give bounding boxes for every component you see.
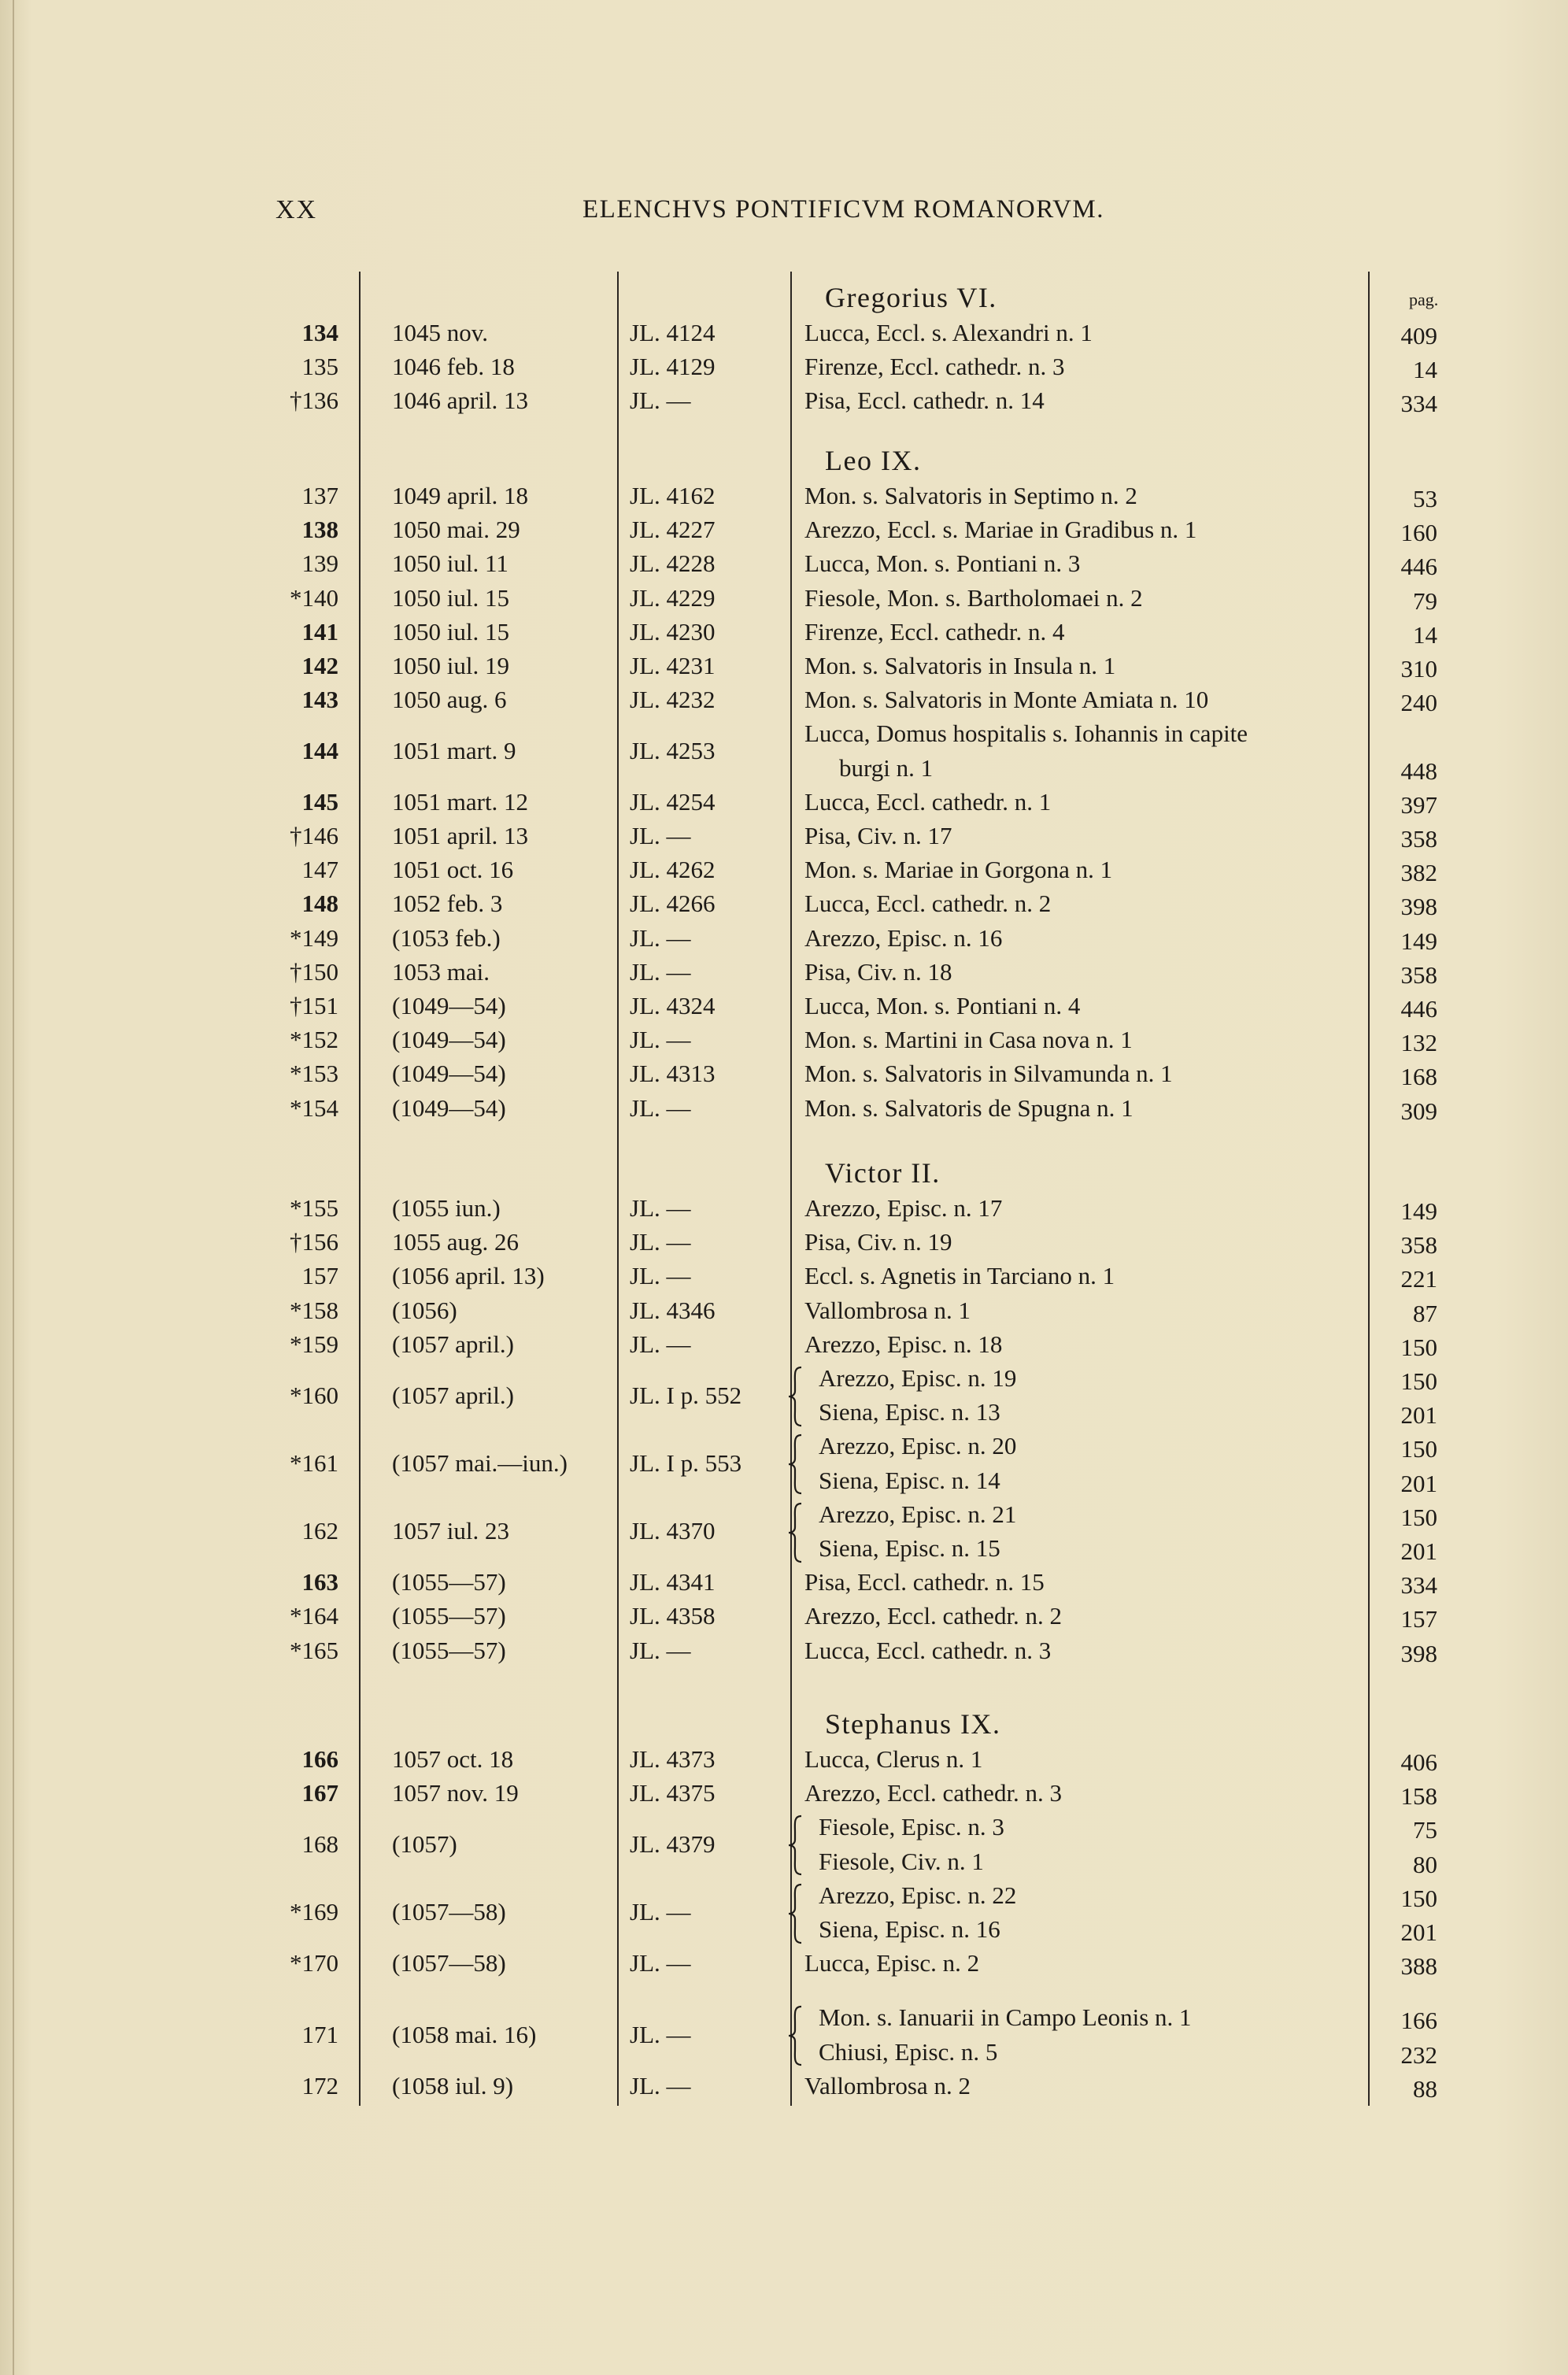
jaffe-reference: JL. — (630, 387, 691, 415)
entry-number: *164 (290, 1602, 338, 1630)
table-row (0, 385, 1568, 419)
jaffe-reference: JL. 4341 (630, 1568, 716, 1596)
brace-glyph (787, 1502, 803, 1563)
entry-number: *152 (290, 1026, 338, 1054)
table-row (0, 1948, 1568, 1981)
jaffe-reference: JL. 4129 (630, 353, 716, 381)
entry-number: *158 (290, 1296, 338, 1324)
page-reference: 149 (1400, 1197, 1437, 1225)
entry-date: (1055—57) (392, 1636, 506, 1664)
table-row (0, 1295, 1568, 1329)
entry-date: 1051 april. 13 (392, 822, 529, 849)
entry-number: *153 (290, 1060, 338, 1088)
page-reference: 398 (1400, 1639, 1437, 1667)
place-entry: Arezzo, Episc. n. 21 (819, 1500, 1017, 1528)
jaffe-reference: JL. 4227 (630, 516, 716, 544)
page-reference: 334 (1400, 390, 1437, 418)
entry-number: †156 (290, 1228, 338, 1256)
page-reference: 232 (1400, 2040, 1437, 2069)
entry-date: 1050 mai. 29 (392, 516, 520, 544)
entry-number: *155 (290, 1194, 338, 1222)
table-row (0, 888, 1568, 922)
table-row (0, 583, 1568, 616)
place-entry: Fiesole, Civ. n. 1 (819, 1847, 984, 1875)
page-reference: 446 (1400, 553, 1437, 581)
table-row (0, 923, 1568, 956)
place-entry: Arezzo, Eccl. cathedr. n. 2 (804, 1602, 1063, 1630)
entry-date: (1057 mai.—iun.) (392, 1448, 568, 1477)
entry-date: 1057 nov. 19 (392, 1779, 519, 1807)
place-entry: Arezzo, Episc. n. 16 (804, 923, 1003, 952)
place-entry: Lucca, Mon. s. Pontiani n. 4 (804, 992, 1081, 1019)
page-reference: 406 (1400, 1748, 1437, 1776)
table-row (0, 616, 1568, 650)
table-row (0, 990, 1568, 1024)
place-entry: Fiesole, Mon. s. Bartholomaei n. 2 (804, 583, 1143, 612)
jaffe-reference: JL. 4375 (630, 1779, 716, 1807)
entry-number: *169 (290, 1898, 338, 1926)
entry-number: 147 (301, 856, 338, 884)
table-row (0, 854, 1568, 888)
jaffe-reference: JL. — (630, 1228, 691, 1256)
entry-number: 148 (301, 890, 338, 918)
table-row (0, 2070, 1568, 2104)
table-row (0, 718, 1568, 786)
page-reference: 157 (1400, 1605, 1437, 1633)
place-entry: Mon. s. Salvatoris in Silvamunda n. 1 (804, 1060, 1173, 1088)
jaffe-reference: JL. — (630, 1636, 691, 1664)
place-entry: Siena, Episc. n. 15 (819, 1533, 1000, 1562)
place-entry: Mon. s. Mariae in Gorgona n. 1 (804, 856, 1113, 884)
page-reference: 87 (1413, 1299, 1437, 1327)
entry-date: (1056 april. 13) (392, 1262, 545, 1290)
entry-number: 167 (301, 1779, 338, 1807)
place-entry: Lucca, Mon. s. Pontiani n. 3 (804, 549, 1081, 578)
entry-date: (1057—58) (392, 1898, 506, 1926)
entry-date: 1052 feb. 3 (392, 890, 503, 918)
entry-number: 134 (301, 319, 338, 346)
place-entry: Fiesole, Episc. n. 3 (819, 1813, 1004, 1841)
entry-number: 163 (301, 1568, 338, 1596)
entry-number: 172 (301, 2071, 338, 2099)
page-reference: 409 (1400, 322, 1437, 350)
place-entry: Mon. s. Salvatoris in Monte Amiata n. 10 (804, 686, 1209, 714)
table-row (0, 956, 1568, 990)
page-reference: 358 (1400, 1231, 1437, 1260)
page-reference: 201 (1400, 1469, 1437, 1497)
entry-number: †150 (290, 957, 338, 986)
table-row (0, 351, 1568, 385)
place-entry: Lucca, Episc. n. 2 (804, 1949, 980, 1977)
entry-date: 1049 april. 18 (392, 482, 529, 509)
entry-date: (1053 feb.) (392, 923, 501, 952)
table-row (0, 548, 1568, 582)
table-row (0, 480, 1568, 514)
page-reference: 150 (1400, 1884, 1437, 1912)
page-reference: 398 (1400, 893, 1437, 921)
entry-number: *161 (290, 1448, 338, 1477)
page-number: XX (276, 195, 318, 224)
page-reference: 75 (1413, 1816, 1437, 1844)
jaffe-reference: JL. — (630, 1194, 691, 1222)
page-reference: 88 (1413, 2074, 1437, 2103)
entry-number: †146 (290, 822, 338, 849)
entry-number: 145 (301, 787, 338, 816)
table-row (0, 820, 1568, 854)
jaffe-reference: JL. 4346 (630, 1296, 716, 1324)
page-reference: 158 (1400, 1782, 1437, 1811)
entry-date: (1057 april.) (392, 1330, 514, 1358)
table-row (0, 317, 1568, 351)
page-reference: 53 (1413, 485, 1437, 512)
page-reference: 132 (1400, 1029, 1437, 1057)
page-reference: 166 (1400, 2007, 1437, 2035)
page-reference: 334 (1400, 1571, 1437, 1600)
place-entry: Pisa, Eccl. cathedr. n. 14 (804, 387, 1045, 415)
jaffe-reference: JL. 4162 (630, 482, 716, 509)
page-reference: 448 (1400, 757, 1437, 785)
page-reference: 80 (1413, 1850, 1437, 1878)
pope-heading: Leo IX. (825, 445, 922, 476)
place-entry: Siena, Episc. n. 16 (819, 1914, 1000, 1943)
jaffe-reference: JL. — (630, 957, 691, 986)
jaffe-reference: JL. 4313 (630, 1060, 716, 1088)
table-row (0, 1567, 1568, 1600)
jaffe-reference: JL. 4232 (630, 686, 716, 714)
entry-number: 138 (301, 516, 338, 544)
entry-number: 143 (301, 686, 338, 714)
table-row (0, 684, 1568, 718)
jaffe-reference: JL. — (630, 1093, 691, 1122)
jaffe-reference: JL. 4324 (630, 992, 716, 1019)
entry-date: (1049—54) (392, 1093, 506, 1122)
place-entry: Arezzo, Episc. n. 17 (804, 1194, 1003, 1222)
entry-date: 1046 feb. 18 (392, 353, 515, 381)
table-row (0, 2002, 1568, 2070)
table-row (0, 1600, 1568, 1634)
table-row (0, 1226, 1568, 1260)
table-row (0, 1363, 1568, 1430)
table-row (0, 1193, 1568, 1226)
place-entry: Firenze, Eccl. cathedr. n. 4 (804, 617, 1065, 646)
entry-date: 1050 iul. 11 (392, 549, 508, 578)
place-entry: Lucca, Eccl. cathedr. n. 1 (804, 787, 1052, 816)
brace-glyph (787, 1815, 803, 1876)
table-row (0, 1811, 1568, 1879)
page-reference: 309 (1400, 1097, 1437, 1125)
page-reference: 446 (1400, 995, 1437, 1023)
brace-glyph (787, 1366, 803, 1427)
entry-number: *159 (290, 1330, 338, 1358)
entry-number: †136 (290, 387, 338, 415)
place-entry: Pisa, Eccl. cathedr. n. 15 (804, 1568, 1045, 1596)
page-reference: 150 (1400, 1435, 1437, 1463)
page-reference: 221 (1400, 1265, 1437, 1293)
entry-number: 135 (301, 353, 338, 381)
entry-number: 171 (301, 2020, 338, 2048)
entry-date: 1050 iul. 19 (392, 652, 509, 679)
place-entry: Pisa, Civ. n. 19 (804, 1228, 952, 1256)
entry-date: 1046 april. 13 (392, 387, 529, 415)
table-row (0, 1024, 1568, 1058)
jaffe-reference: JL. 4231 (630, 652, 716, 679)
place-entry: Lucca, Eccl. s. Alexandri n. 1 (804, 319, 1093, 346)
page-reference: 150 (1400, 1367, 1437, 1395)
page-reference: 149 (1400, 927, 1437, 955)
page-reference: 79 (1413, 586, 1437, 615)
entry-date: 1050 iul. 15 (392, 583, 509, 612)
table-row (0, 1880, 1568, 1948)
entry-date: (1057 april.) (392, 1381, 514, 1409)
table-row (0, 1778, 1568, 1811)
entry-date: (1055 iun.) (392, 1194, 501, 1222)
page-reference: 150 (1400, 1333, 1437, 1361)
place-entry: Lucca, Domus hospitalis s. Iohannis in capite (804, 720, 1248, 748)
page-reference: 358 (1400, 960, 1437, 989)
entry-number: 168 (301, 1829, 338, 1858)
place-entry: Pisa, Civ. n. 17 (804, 822, 952, 849)
entry-date: (1049—54) (392, 1026, 506, 1054)
entry-date: 1057 oct. 18 (392, 1745, 514, 1773)
place-entry: Arezzo, Episc. n. 20 (819, 1432, 1017, 1460)
page-reference: 201 (1400, 1401, 1437, 1430)
page-reference: 14 (1413, 356, 1437, 384)
page-reference: 201 (1400, 1537, 1437, 1565)
place-entry: Chiusi, Episc. n. 5 (819, 2037, 998, 2066)
place-entry: Eccl. s. Agnetis in Tarciano n. 1 (804, 1262, 1115, 1290)
page-reference: 168 (1400, 1063, 1437, 1091)
place-entry: Arezzo, Episc. n. 19 (819, 1364, 1017, 1392)
jaffe-reference: JL. — (630, 1262, 691, 1290)
brace-glyph (787, 2005, 803, 2066)
table-row (0, 514, 1568, 548)
place-entry: Mon. s. Salvatoris in Insula n. 1 (804, 652, 1116, 679)
jaffe-reference: JL. — (630, 1949, 691, 1977)
page-column-label: pag. (1409, 290, 1439, 309)
jaffe-reference: JL. 4230 (630, 617, 716, 646)
page-reference: 358 (1400, 825, 1437, 853)
page-reference: 150 (1400, 1503, 1437, 1531)
jaffe-reference: JL. — (630, 923, 691, 952)
jaffe-reference: JL. 4253 (630, 736, 716, 764)
jaffe-reference: JL. 4358 (630, 1602, 716, 1630)
place-entry: Mon. s. Martini in Casa nova n. 1 (804, 1026, 1133, 1054)
place-entry: Mon. s. Salvatoris in Septimo n. 2 (804, 482, 1137, 509)
running-title: ELENCHVS PONTIFICVM ROMANORVM. (582, 195, 1104, 224)
brace-glyph (787, 1434, 803, 1495)
table-row (0, 1260, 1568, 1294)
entry-number: 157 (301, 1262, 338, 1290)
page-reference: 240 (1400, 689, 1437, 717)
entry-date: 1050 aug. 6 (392, 686, 507, 714)
page-reference: 397 (1400, 790, 1437, 819)
table-row (0, 786, 1568, 820)
table-row (0, 1499, 1568, 1567)
running-head (0, 195, 1568, 235)
place-entry: Mon. s. Salvatoris de Spugna n. 1 (804, 1093, 1133, 1122)
entry-number: 142 (301, 652, 338, 679)
jaffe-reference: JL. — (630, 1330, 691, 1358)
jaffe-reference: JL. 4228 (630, 549, 716, 578)
page-reference: 310 (1400, 655, 1437, 683)
page-reference: 201 (1400, 1918, 1437, 1946)
entry-number: *170 (290, 1949, 338, 1977)
entry-date: (1055—57) (392, 1602, 506, 1630)
entry-number: 144 (301, 736, 338, 764)
jaffe-reference: JL. 4262 (630, 856, 716, 884)
pope-heading: Stephanus IX. (825, 1708, 1001, 1740)
jaffe-reference: JL. I p. 553 (630, 1448, 742, 1477)
place-entry: Siena, Episc. n. 13 (819, 1398, 1000, 1426)
entry-date: (1058 mai. 16) (392, 2020, 537, 2048)
place-entry: Lucca, Eccl. cathedr. n. 3 (804, 1636, 1052, 1664)
entry-date: 1051 mart. 12 (392, 787, 529, 816)
jaffe-reference: JL. — (630, 1026, 691, 1054)
place-entry: Firenze, Eccl. cathedr. n. 3 (804, 353, 1065, 381)
entry-number: *165 (290, 1636, 338, 1664)
jaffe-reference: JL. I p. 552 (630, 1381, 742, 1409)
entry-number: 162 (301, 1517, 338, 1545)
place-entry: Arezzo, Eccl. cathedr. n. 3 (804, 1779, 1063, 1807)
entry-number: †151 (290, 992, 338, 1019)
entry-date: 1057 iul. 23 (392, 1517, 509, 1545)
entry-date: (1057—58) (392, 1949, 506, 1977)
table-row (0, 1093, 1568, 1126)
jaffe-reference: JL. 4229 (630, 583, 716, 612)
table-row (0, 1635, 1568, 1669)
place-entry: Lucca, Eccl. cathedr. n. 2 (804, 890, 1052, 918)
table-row (0, 1744, 1568, 1778)
entry-date: 1051 mart. 9 (392, 736, 516, 764)
jaffe-reference: JL. 4379 (630, 1829, 716, 1858)
place-entry: Siena, Episc. n. 14 (819, 1466, 1000, 1494)
entry-number: 141 (301, 617, 338, 646)
jaffe-reference: JL. — (630, 2071, 691, 2099)
place-entry: Vallombrosa n. 2 (804, 2071, 971, 2099)
entry-number: 166 (301, 1745, 338, 1773)
pope-heading: Gregorius VI. (825, 282, 997, 313)
table-row (0, 1329, 1568, 1363)
brace-glyph (787, 1883, 803, 1944)
entry-date: 1045 nov. (392, 319, 488, 346)
table-row (0, 1058, 1568, 1092)
entry-date: (1049—54) (392, 1060, 506, 1088)
table-row (0, 650, 1568, 684)
entry-date: (1049—54) (392, 992, 506, 1019)
entry-date: (1056) (392, 1296, 457, 1324)
entry-date: (1058 iul. 9) (392, 2071, 514, 2099)
entry-number: *154 (290, 1093, 338, 1122)
jaffe-reference: JL. 4266 (630, 890, 716, 918)
entry-number: 139 (301, 549, 338, 578)
entry-date: (1057) (392, 1829, 457, 1858)
place-entry: Arezzo, Eccl. s. Mariae in Gradibus n. 1 (804, 516, 1197, 544)
table-row (0, 1430, 1568, 1498)
place-entry: Pisa, Civ. n. 18 (804, 957, 952, 986)
entry-date: 1055 aug. 26 (392, 1228, 520, 1256)
entry-number: *149 (290, 923, 338, 952)
jaffe-reference: JL. 4254 (630, 787, 716, 816)
jaffe-reference: JL. 4370 (630, 1517, 716, 1545)
place-entry: Mon. s. Ianuarii in Campo Leonis n. 1 (819, 2003, 1192, 2032)
entry-date: 1050 iul. 15 (392, 617, 509, 646)
page-reference: 14 (1413, 620, 1437, 649)
entry-date: (1055—57) (392, 1568, 506, 1596)
jaffe-reference: JL. — (630, 2020, 691, 2048)
place-entry: Lucca, Clerus n. 1 (804, 1745, 983, 1773)
place-entry: Arezzo, Episc. n. 22 (819, 1881, 1017, 1909)
entry-number: *140 (290, 583, 338, 612)
place-entry: burgi n. 1 (839, 753, 934, 782)
place-entry: Vallombrosa n. 1 (804, 1296, 971, 1324)
entry-date: 1053 mai. (392, 957, 490, 986)
page-reference: 160 (1400, 519, 1437, 547)
page-reference: 388 (1400, 1952, 1437, 1981)
jaffe-reference: JL. 4124 (630, 319, 716, 346)
jaffe-reference: JL. — (630, 1898, 691, 1926)
place-entry: Arezzo, Episc. n. 18 (804, 1330, 1003, 1358)
entry-date: 1051 oct. 16 (392, 856, 514, 884)
jaffe-reference: JL. — (630, 822, 691, 849)
pope-heading: Victor II. (825, 1157, 941, 1189)
jaffe-reference: JL. 4373 (630, 1745, 716, 1773)
entry-number: *160 (290, 1381, 338, 1409)
page-reference: 382 (1400, 859, 1437, 887)
entry-number: 137 (301, 482, 338, 509)
